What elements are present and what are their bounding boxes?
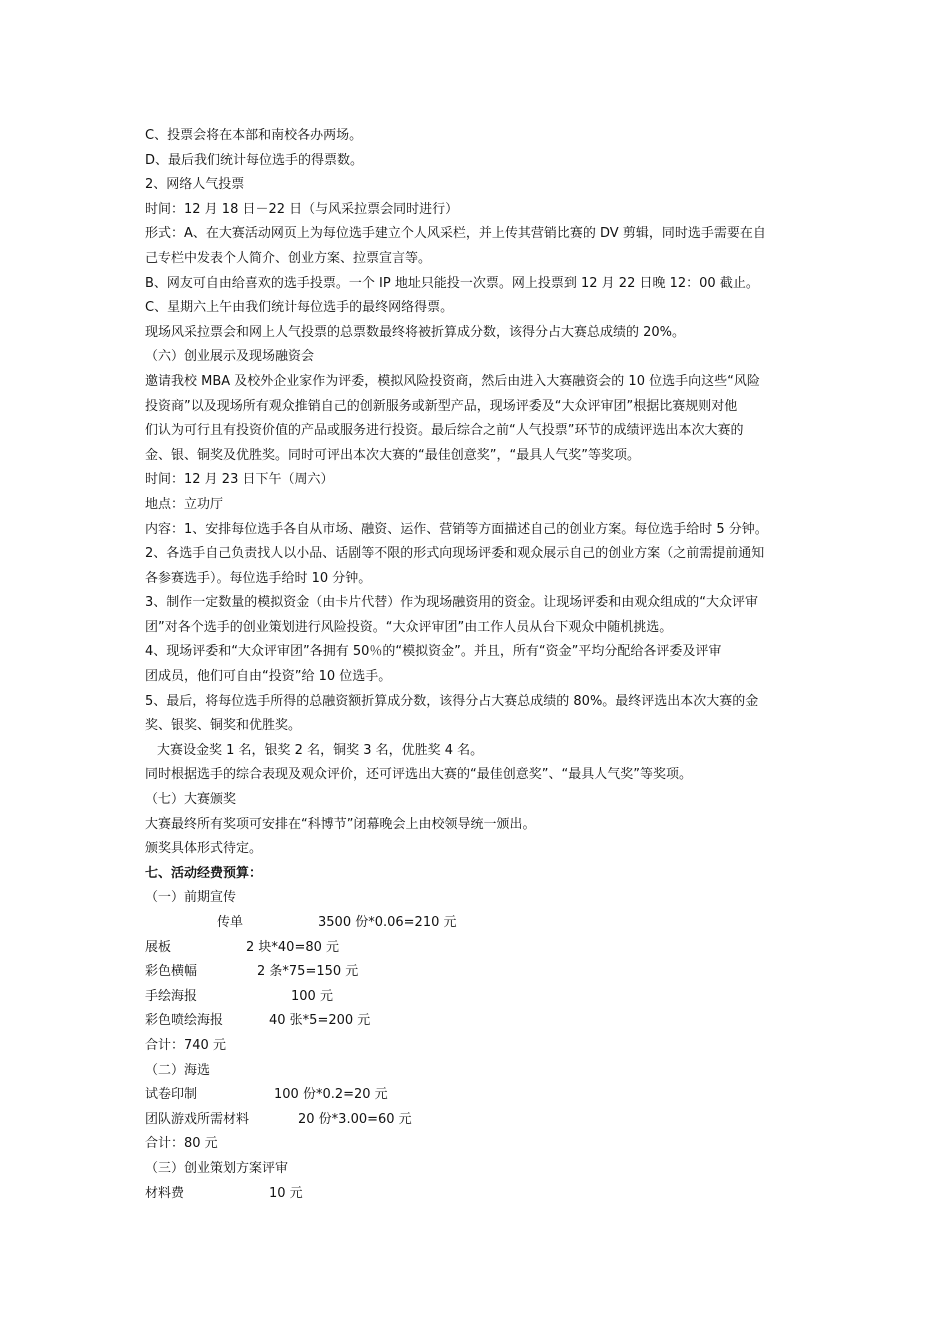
budget-item: 手绘海报 xyxy=(145,988,198,1004)
text-line: 投资商”以及现场所有观众推销自己的创新服务或新型产品，现场评委及“大众评审团”根据比赛规则对他 xyxy=(145,398,738,414)
text-line: 现场风采拉票会和网上人气投票的总票数最终将被折算成分数，该得分占大赛总成绩的 20%。 xyxy=(145,324,686,340)
text-line: 2、网络人气投票 xyxy=(145,177,245,193)
budget-row xyxy=(145,1182,835,1207)
budget-item: 传单 xyxy=(217,915,244,930)
budget-item: 材料费 xyxy=(145,1185,185,1201)
text-line: 大赛最终所有奖项可安排在“科博节”闭幕晚会上由校领导统一颁出。 xyxy=(145,816,536,832)
budget-heading: 七、活动经费预算： xyxy=(145,865,263,881)
prize-count-text: 大赛设金奖 1 名，银奖 2 名，铜奖 3 名，优胜奖 4 名。 xyxy=(157,742,484,758)
budget-item: 团队游戏所需材料 xyxy=(145,1111,250,1127)
text-line: 邀请我校 MBA 及校外企业家作为评委，模拟风险投资商，然后由进入大赛融资会的 10 位选手向这些“风险 xyxy=(145,373,760,389)
text-line: 3、制作一定数量的模拟资金（由卡片代替）作为现场融资用的资金。让现场评委和由观众组成的“大众评审 xyxy=(145,595,759,611)
budget-row xyxy=(145,985,835,1010)
document-page xyxy=(145,124,835,1206)
text-line: 5、最后，将每位选手所得的总融资额折算成分数，该得分占大赛总成绩的 80%。最终评选出本次大赛的金 xyxy=(145,693,759,709)
text-line: 颁奖具体形式待定。 xyxy=(145,841,263,857)
text-line: 团成员，他们可自由“投资”给 10 位选手。 xyxy=(145,669,392,685)
budget-amount: 2 条*75=150 元 xyxy=(257,964,359,980)
budget-item: 彩色横幅 xyxy=(145,964,198,980)
text-line: 奖、银奖、铜奖和优胜奖。 xyxy=(145,718,302,734)
budget-amount: 2 块*40=80 元 xyxy=(246,939,340,955)
budget-item: 展板 xyxy=(145,939,172,955)
budget-amount: 100 份*0.2=20 元 xyxy=(274,1087,388,1103)
text-line: 同时根据选手的综合表现及观众评价，还可评选出大赛的“最佳创意奖”、“最具人气奖”等奖项。 xyxy=(145,767,692,783)
budget-row xyxy=(145,960,835,985)
text-line: 2、各选手自己负责找人以小品、话剧等不限的形式向现场评委和观众展示自己的创业方案（之前需提前通知 xyxy=(145,546,765,562)
section-heading: （二）海选 xyxy=(145,1062,211,1078)
budget-row xyxy=(145,1108,835,1133)
budget-item: 彩色喷绘海报 xyxy=(145,1013,224,1029)
text-line: 形式：A、在大赛活动网页上为每位选手建立个人风采栏，并上传其营销比赛的 DV 剪辑，同时选手需要在自 xyxy=(145,226,766,242)
text-line xyxy=(145,739,835,764)
text-line: 内容：1、安排每位选手各自从市场、融资、运作、营销等方面描述自己的创业方案。每位选手给时 5 分钟。 xyxy=(145,521,768,537)
text-line: C、星期六上午由我们统计每位选手的最终网络得票。 xyxy=(145,300,454,316)
text-line: C、投票会将在本部和南校各办两场。 xyxy=(145,128,363,143)
text-line: 金、银、铜奖及优胜奖。同时可评出本次大赛的“最佳创意奖”，“最具人气奖”等奖项。 xyxy=(145,447,640,463)
budget-row xyxy=(145,1009,835,1034)
text-line: D、最后我们统计每位选手的得票数。 xyxy=(145,152,364,168)
text-line: 时间：12 月 23 日下午（周六） xyxy=(145,472,334,488)
section-heading: （七）大赛颁奖 xyxy=(145,792,237,808)
text-line: 4、现场评委和“大众评审团”各拥有 50％的“模拟资金”。并且，所有“资金”平均分配给各评委及评审 xyxy=(145,644,722,660)
budget-amount: 20 份*3.00=60 元 xyxy=(298,1111,412,1127)
text-line: 己专栏中发表个人简介、创业方案、拉票宣言等。 xyxy=(145,250,432,266)
budget-amount: 40 张*5=200 元 xyxy=(269,1013,371,1029)
budget-amount: 10 元 xyxy=(269,1185,303,1201)
budget-row xyxy=(145,911,835,936)
section-heading: （三）创业策划方案评审 xyxy=(145,1160,289,1176)
budget-total: 合计：80 元 xyxy=(145,1136,218,1152)
budget-amount: 3500 份*0.06=210 元 xyxy=(318,915,457,930)
text-line: B、网友可自由给喜欢的选手投票。一个 IP 地址只能投一次票。网上投票到 12 月 22 日晚 12：00 截止。 xyxy=(145,275,759,291)
budget-amount: 100 元 xyxy=(291,988,333,1004)
section-heading: （六）创业展示及现场融资会 xyxy=(145,349,315,365)
budget-item: 试卷印制 xyxy=(145,1087,198,1103)
budget-row xyxy=(145,1083,835,1108)
text-line: 时间：12 月 18 日－22 日（与风采拉票会同时进行） xyxy=(145,201,459,217)
text-line: 地点：立功厅 xyxy=(145,496,224,512)
budget-total: 合计：740 元 xyxy=(145,1037,226,1053)
budget-row xyxy=(145,936,835,961)
section-heading: （一）前期宣传 xyxy=(145,890,237,906)
text-line: 们认为可行且有投资价值的产品或服务进行投资。最后综合之前“人气投票”环节的成绩评选出本次大赛的 xyxy=(145,423,744,439)
text-line: 团”对各个选手的创业策划进行风险投资。“大众评审团”由工作人员从台下观众中随机挑选。 xyxy=(145,619,673,635)
text-line: 各参赛选手）。每位选手给时 10 分钟。 xyxy=(145,570,372,586)
